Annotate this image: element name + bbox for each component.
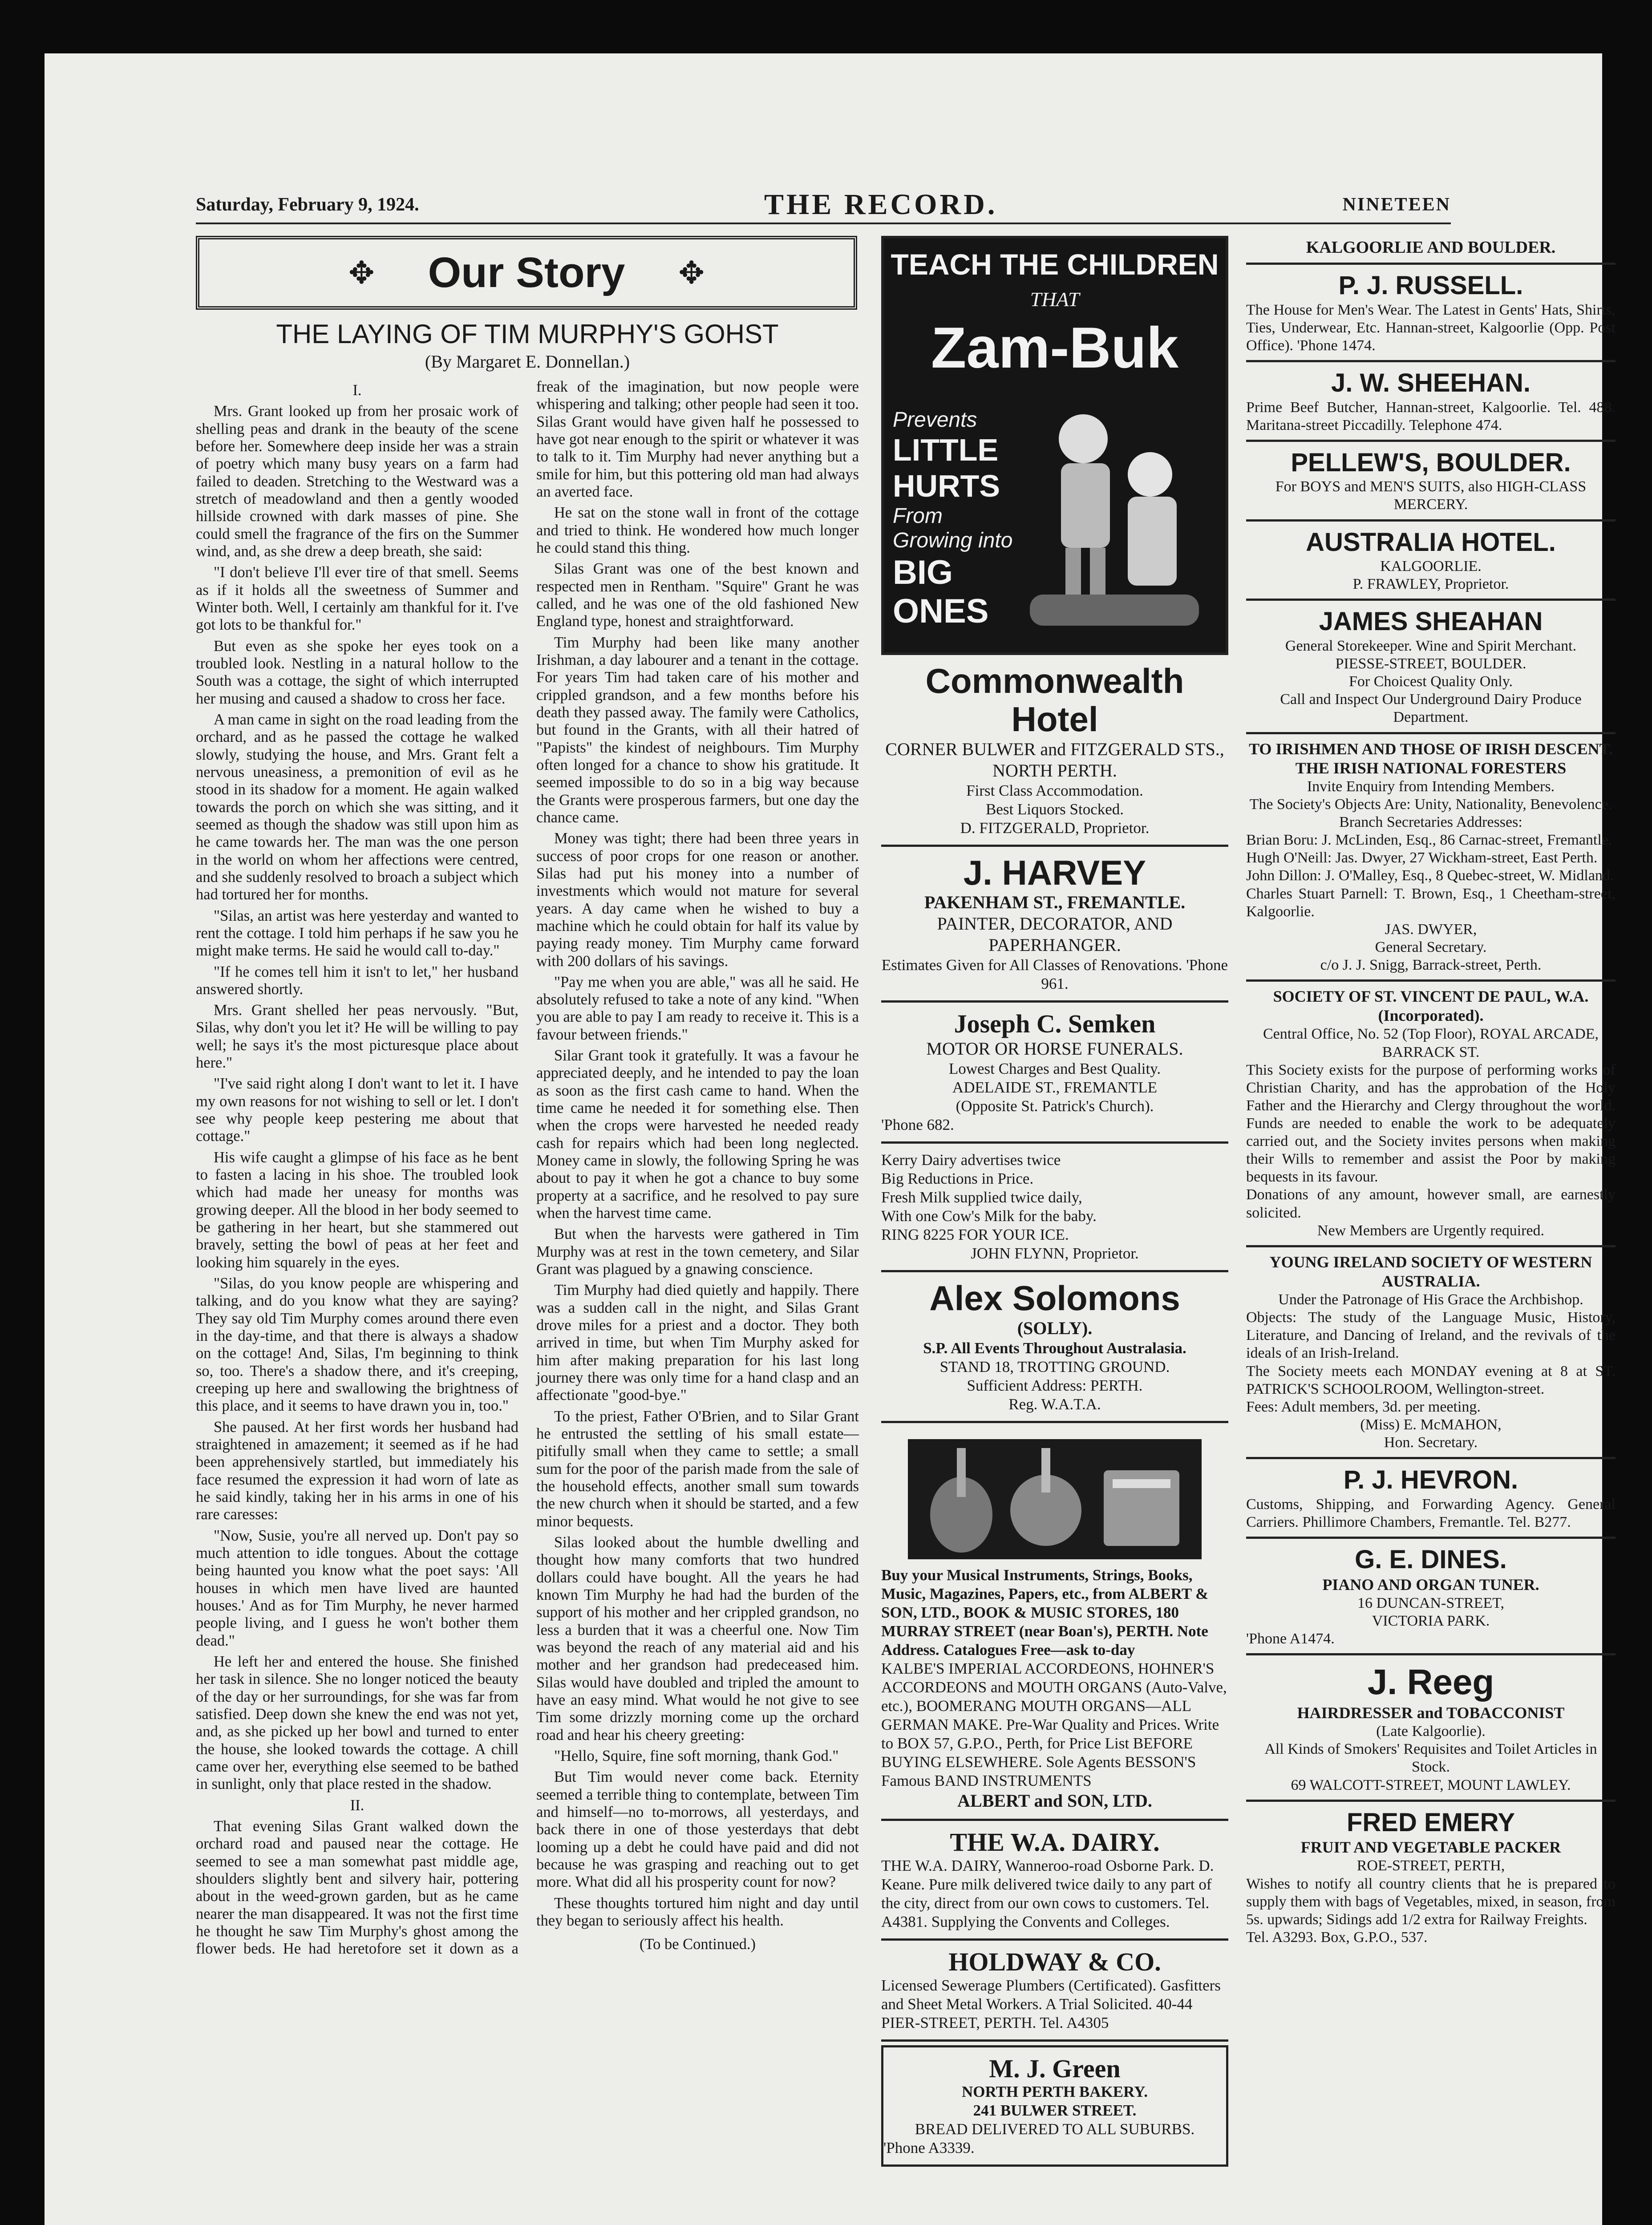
advert-line: FRUIT AND VEGETABLE PACKER bbox=[1300, 1838, 1561, 1857]
story-paragraph: A man came in sight on the road leading from the orchard, and as he passed the cottage he walked slowly, studying the house, and Mrs. Grant felt a nervous uneasiness, a premonition of evil as he stood in its shadow for a moment. He again walked towards the porch on which she was sitting, and it seemed as though the shadow was still upon him as he came towards her. The man was the one person in the world on whom her affections were centred, and she suddenly resolved to broach a subject which had tortured her for months. bbox=[196, 711, 518, 903]
advert-name: HOLDWAY & CO. bbox=[948, 1947, 1161, 1976]
advert-name: J. HARVEY bbox=[963, 853, 1146, 892]
section-number: II. bbox=[350, 1796, 364, 1814]
advert-name: THE W.A. DAIRY. bbox=[950, 1827, 1160, 1857]
australia-hotel-advert bbox=[1246, 522, 1616, 601]
advert-line: 241 BULWER STREET. bbox=[973, 2102, 1137, 2120]
advert-line: Best Liquors Stocked. bbox=[985, 800, 1124, 818]
story-paragraph: These thoughts tortured him night and day until they began to seriously affect his health. bbox=[536, 1894, 859, 1929]
dines-advert bbox=[1246, 1539, 1616, 1655]
holdway-advert bbox=[881, 1941, 1228, 2042]
story-byline: (By Margaret E. Donnellan.) bbox=[425, 352, 630, 372]
story-banner bbox=[196, 236, 857, 310]
story-paragraph: "Silas, do you know people are whispering and talking, and do you know what they are saying? They say old Tim Murphy comes around there even in the day-time, and that there is always a shadow on the cottage! And, Silas, I'm beginning to think so, too. There's a shadow there, and it's creeping, creeping up here and swallowing the brightness of this place, and it seems to have drawn you in, too." bbox=[196, 1275, 518, 1415]
commonwealth-hotel-advert bbox=[881, 655, 1228, 847]
story-paragraph: That evening Silas Grant walked down the orchard road and paused near the cottage. He seemed to see a man somewhat past middle age, shoulders slightly bent and silvery hair, pottering about in the weed-grown garden, but as he came nearer the man disappeared. It was not the first time he thought he saw Tim Murphy's ghost among the flower beds. He had heretofore set it down as a freak of the imagination, but now people were whispering and talking; other people had seen it too. Silas Grant would have given half he possessed to have got near enough to the spirit or whatever it was to talk to it. Tim Murphy had never anything but a smile for him, but this pottering old man had always an averted face. bbox=[196, 378, 859, 1958]
story-paragraph: To the priest, Father O'Brien, and to Silar Grant he entrusted the settling of his small estate—pitifully small when they came to settle; a small sum for the poor of the parish made from the sale of the household effects, another small sum towards the new church when it should be started, and a few minor bequests. bbox=[536, 1408, 859, 1530]
advert-body: KALBE'S IMPERIAL ACCORDEONS, HOHNER'S ACCORDEONS and MOUTH ORGANS (Auto-Valve, etc.), BOOMERANG MOUTH ORGANS—ALL GERMAN MAKE. Pre-War Quality and Prices. Write to BOX 57, G.P.O., Perth, for Price List BEFORE BUYING ELSEWHERE. Sole Agents BESSON'S Famous BAND INSTRUMENTS bbox=[881, 1659, 1227, 1789]
advert-name: Alex Solomons bbox=[929, 1278, 1180, 1318]
page-header bbox=[196, 187, 1451, 224]
story-paragraph: "I don't believe I'll ever tire of that smell. Seems as if it holds all the sweetness of Summer and Winter both. Well, I certainly am thankful for it. I've got lots to be thankful for." bbox=[196, 564, 518, 634]
advert-name: JAMES SHEAHAN bbox=[1319, 607, 1543, 636]
green-bakery-advert bbox=[881, 2045, 1228, 2167]
zambuk-headline: TEACH THE CHILDREN bbox=[891, 248, 1219, 281]
advert-line: STAND 18, TROTTING GROUND. bbox=[939, 1358, 1170, 1375]
young-ireland-advert bbox=[1246, 1247, 1616, 1459]
story-paragraph: "Silas, an artist was here yesterday and wanted to rent the cottage. I told him perhaps if he saw you he might make terms. He said he would call to-day." bbox=[196, 907, 518, 959]
zambuk-brand: Zam-Buk bbox=[931, 315, 1179, 380]
foresters-advert bbox=[1246, 734, 1616, 982]
story-paragraph: He left her and entered the house. She finished her task in silence. She no longer noticed the beauty of the day or her surroundings, for she was far from satisfied. Deep down she knew the end was not yet, and, as she picked up her bowl and turned to enter the house, she looked towards the cottage. A chill came over her, everything else seemed to be bathed in sunlight, only that place rested in the shadow. bbox=[196, 1653, 518, 1793]
advert-line: PIESSE-STREET, BOULDER. bbox=[1335, 655, 1526, 672]
story-paragraph: "Now, Susie, you're all nerved up. Don't pay so much attention to idle tongues. About the cottage being haunted you know what the poet says: 'All houses in which men have lived are haunted houses.' And as for Tim Murphy, he never harmed people living, and I guess he won't bother them dead." bbox=[196, 1527, 518, 1649]
story-paragraph: "I've said right along I don't want to let it. I have my own reasons for not wishing to sell or let. I don't see why people keep pestering me about that cottage." bbox=[196, 1075, 518, 1145]
reeg-advert bbox=[1246, 1655, 1616, 1802]
james-sheahan-advert bbox=[1246, 601, 1616, 734]
advert-phone: 'Phone A1474. bbox=[1246, 1630, 1335, 1647]
advert-name: P. J. HEVRON. bbox=[1343, 1465, 1518, 1495]
advert-line: With one Cow's Milk for the baby. bbox=[881, 1207, 1097, 1225]
secretary-title: Hon. Secretary. bbox=[1384, 1434, 1478, 1451]
zambuk-slogan bbox=[893, 408, 1013, 631]
branch-line: Brian Boru: J. McLinden, Esq., 86 Carnac-street, Fremantle. bbox=[1246, 832, 1612, 849]
advert-line: Objects: The study of the Language Music, History, Literature, and Dancing of Ireland, and the revivals of the ideals of an Irish-Ireland. bbox=[1246, 1309, 1616, 1362]
advert-intro: Buy your Musical Instruments, Strings, Books, Music, Magazines, Papers, etc., from ALBERT & SON, LTD., BOOK & MUSIC STORES, 180 MURRAY STREET (near Boan's), PERTH. Note Address. Catalogues Free—ask to-day bbox=[881, 1566, 1209, 1659]
advert-phone: 'Phone 682. bbox=[881, 1116, 954, 1134]
semken-advert bbox=[881, 1003, 1228, 1144]
advert-heading: TO IRISHMEN AND THOSE OF IRISH DESCENT. bbox=[1249, 740, 1613, 758]
advert-body: Prime Beef Butcher, Hannan-street, Kalgoorlie. Tel. 488. Maritana-street Piccadilly. Telephone 474. bbox=[1246, 399, 1616, 433]
secretary-name: (Miss) E. McMAHON, bbox=[1360, 1416, 1502, 1433]
advert-line: Under the Patronage of His Grace the Archbishop. bbox=[1278, 1291, 1583, 1308]
story-column bbox=[196, 236, 859, 2225]
story-paragraph: Mrs. Grant shelled her peas nervously. "But, Silas, why don't you let it? He will be willing to pay well; he says it's the most picturesque place about here." bbox=[196, 1002, 518, 1072]
advert-body: For BOYS and MEN'S SUITS, also HIGH-CLASS MERCERY. bbox=[1275, 478, 1587, 513]
ornament-icon: ✥ bbox=[678, 256, 705, 291]
advert-address: PAKENHAM ST., FREMANTLE. bbox=[924, 892, 1186, 913]
emery-advert bbox=[1246, 1802, 1616, 1952]
advert-body: The House for Men's Wear. The Latest in Gents' Hats, Shirts, Ties, Underwear, Etc. Hannan-street, Kalgoorlie (Opp. Post Office). 'Phone 1474. bbox=[1246, 301, 1616, 354]
advert-line: KALGOORLIE. bbox=[1380, 558, 1482, 575]
advert-line: Branch Secretaries Addresses: bbox=[1339, 814, 1522, 831]
story-body bbox=[196, 378, 859, 1958]
story-title: THE LAYING OF TIM MURPHY'S GOHST bbox=[276, 319, 779, 349]
slogan-line: Growing into bbox=[893, 529, 1013, 553]
issue-date: Saturday, February 9, 1924. bbox=[196, 194, 419, 215]
middle-ads-column bbox=[881, 236, 1228, 2167]
advert-line: Fresh Milk supplied twice daily, bbox=[881, 1189, 1082, 1206]
wa-dairy-advert bbox=[881, 1821, 1228, 1941]
advert-address: CORNER BULWER and FITZGERALD STS., NORTH PERTH. bbox=[885, 739, 1224, 781]
masthead-title: THE RECORD. bbox=[764, 188, 998, 221]
slogan-line: Prevents bbox=[893, 408, 977, 432]
advert-line: General Storekeeper. Wine and Spirit Merchant. bbox=[1285, 637, 1577, 654]
advert-line: Donations of any amount, however small, are earnestly solicited. bbox=[1246, 1186, 1616, 1221]
advert-name: G. E. DINES. bbox=[1355, 1545, 1507, 1574]
albert-son-advert bbox=[881, 1423, 1228, 1821]
branch-line: Charles Stuart Parnell: T. Brown, Esq., 1 Cheetham-street, Kalgoorlie. bbox=[1246, 885, 1616, 920]
story-paragraph: But Tim would never come back. Eternity seemed a terrible thing to contemplate, between Tim and himself—no to-morrows, all yesterdays, and back there in one of those yesterdays that debt looming up a debt he could have paid and did not because he was grasping and reaching out to get more. What did all his prosperity count for now? bbox=[536, 1768, 859, 1891]
advert-line: (Opposite St. Patrick's Church). bbox=[956, 1097, 1154, 1115]
advert-proprietor: D. FITZGERALD, Proprietor. bbox=[960, 819, 1150, 837]
children-illustration bbox=[1016, 399, 1212, 630]
advert-line: All Kinds of Smokers' Requisites and Toilet Articles in Stock. bbox=[1264, 1741, 1597, 1776]
slogan-line: ONES bbox=[893, 592, 989, 630]
story-banner-title: Our Story bbox=[428, 249, 625, 296]
advert-line: PIANO AND ORGAN TUNER. bbox=[1322, 1575, 1539, 1594]
advert-line: VICTORIA PARK. bbox=[1372, 1612, 1490, 1629]
advert-line: Estimates Given for All Classes of Renovations. 'Phone 961. bbox=[881, 956, 1228, 993]
page-number: NINETEEN bbox=[1342, 194, 1451, 215]
advert-line: For Choicest Quality Only. bbox=[1349, 673, 1513, 690]
advert-proprietor: JOHN FLYNN, Proprietor. bbox=[971, 1245, 1139, 1262]
advert-name: SOCIETY OF ST. VINCENT DE PAUL, W.A. (Incorporated). bbox=[1273, 987, 1589, 1025]
advert-name: FRED EMERY bbox=[1346, 1808, 1515, 1837]
sheehan-advert bbox=[1246, 362, 1616, 442]
slogan-line: HURTS bbox=[893, 468, 1000, 503]
slogan-line: BIG bbox=[893, 553, 953, 591]
advert-line: (SOLLY). bbox=[1017, 1318, 1093, 1338]
secretary-title: General Secretary. bbox=[1375, 939, 1487, 955]
advert-line: The Society meets each MONDAY evening at 8 at ST. PATRICK'S SCHOOLROOM, Wellington-street. bbox=[1246, 1363, 1616, 1397]
to-be-continued: (To be Continued.) bbox=[639, 1936, 756, 1953]
advert-line: BREAD DELIVERED TO ALL SUBURBS. bbox=[915, 2120, 1195, 2138]
russell-advert bbox=[1246, 265, 1616, 362]
advert-phone: 'Phone A3339. bbox=[883, 2139, 975, 2157]
story-paragraph: Silas looked about the humble dwelling and thought how many comforts that two hundred dollars could have bought. All the years he had known Tim Murphy he had had the burden of the support of his mother and her crippled grandson, no less a burden that it was a cheerful one. Now Tim was beyond the reach of any material aid and his mother and her grandson had predeceased him. Silas would have doubled and tripled the amount to have an easy mind. What would he not give to see Tim some drizzly morning come up the orchard road and hear his cheery greeting: bbox=[536, 1534, 859, 1744]
advert-line: RING 8225 FOR YOUR ICE. bbox=[881, 1226, 1069, 1244]
advert-line: ROE-STREET, PERTH, bbox=[1356, 1857, 1505, 1874]
advert-body: Licensed Sewerage Plumbers (Certificated). Gasfitters and Sheet Metal Workers. A Trial Solicited. 40-44 PIER-STREET, PERTH. Tel. A4305 bbox=[881, 1976, 1221, 2031]
zambuk-that: THAT bbox=[1030, 288, 1080, 311]
story-paragraph: Money was tight; there had been three years in success of poor crops for one reason or another. Silas had put his money into a number of investments which would not mature for several years. A day came when he wished to buy a machine which he could obtain for half its value by paying ready money. Tim Murphy came forward with 200 dollars of his savings. bbox=[536, 830, 859, 970]
advert-line: Central Office, No. 52 (Top Floor), ROYAL ARCADE, BARRACK ST. bbox=[1263, 1026, 1599, 1060]
secretary-name: JAS. DWYER, bbox=[1385, 921, 1477, 938]
story-paragraph: Silas Grant was one of the best known and respected men in Rentham. "Squire" Grant he was called, and he was one of the old fashioned New England type, honest and straightforward. bbox=[536, 560, 859, 630]
story-paragraph: Tim Murphy had been like many another Irishman, a day labourer and a tenant in the cottage. For years Tim had taken care of his mother and crippled grandson, and a few months before his death they passed away. The family were Catholics, but found in the Grants, with all their hatred of "Papists" the kindest of neighbours. Tim Murphy often longed for a chance to show his gratitude. It seemed impossible to do so in a big way because the Grants were prosperous farmers, but one day the chance came. bbox=[536, 634, 859, 826]
slogan-line: LITTLE bbox=[893, 433, 999, 468]
advert-name: M. J. Green bbox=[989, 2054, 1121, 2083]
advert-name: Commonwealth Hotel bbox=[925, 661, 1184, 739]
advert-line: (Late Kalgoorlie). bbox=[1376, 1723, 1486, 1740]
story-paragraph: But when the harvests were gathered in Tim Murphy was at rest in the town cemetery, and Silar Grant was plagued by a gnawing conscience. bbox=[536, 1226, 859, 1278]
advert-name: AUSTRALIA HOTEL. bbox=[1306, 527, 1556, 557]
advert-line: NORTH PERTH BAKERY. bbox=[961, 2083, 1148, 2101]
st-vincent-advert bbox=[1246, 982, 1616, 1247]
advert-line: S.P. All Events Throughout Australasia. bbox=[923, 1339, 1186, 1357]
advert-line: The Society's Objects Are: Unity, Nationality, Benevolence. bbox=[1249, 796, 1612, 813]
advert-body: Wishes to notify all country clients that he is prepared to supply them with bags of Vegetables, mixed, in season, from 5s. upwards; Sidings add 1/2 extra for Railway Freights. bbox=[1246, 1875, 1616, 1928]
newspaper-page bbox=[45, 53, 1616, 2225]
story-paragraph: He sat on the stone wall in front of the cottage and tried to think. He wondered how much longer he could stand this thing. bbox=[536, 504, 859, 556]
advert-name: P. J. RUSSELL. bbox=[1338, 271, 1523, 300]
branch-line: John Dillon: J. O'Malley, Esq., 8 Quebec-street, W. Midland. bbox=[1246, 867, 1614, 884]
advert-name: J. W. SHEEHAN. bbox=[1331, 368, 1531, 397]
advert-body: Customs, Shipping, and Forwarding Agency. General Carriers. Phillimore Chambers, Fremantle. Tel. B277. bbox=[1246, 1496, 1616, 1530]
advert-line: Kerry Dairy advertises twice bbox=[881, 1151, 1061, 1169]
advert-firm: ALBERT and SON, LTD. bbox=[957, 1790, 1152, 1811]
hevron-advert bbox=[1246, 1459, 1616, 1539]
story-paragraph: Mrs. Grant looked up from her prosaic work of shelling peas and drank in the beauty of the scene before her. Somewhere deep inside her was a strain of poetry which many busy years on a farm had failed to deaden. Stretching to the Westward was a stretch of meadowland and then a gently wooded hillside crowned with dark masses of pine. She could smell the fragrance of the firs on the Summer wind, and, as she drew a deep breath, she said: bbox=[196, 403, 518, 560]
advert-line: ADELAIDE ST., FREMANTLE bbox=[952, 1079, 1158, 1096]
advert-line: PAINTER, DECORATOR, AND PAPERHANGER. bbox=[937, 914, 1173, 955]
section-heading: KALGOORLIE AND BOULDER. bbox=[1246, 236, 1616, 265]
advert-line: Invite Enquiry from Intending Members. bbox=[1307, 778, 1555, 795]
advert-line: Sufficient Address: PERTH. bbox=[967, 1376, 1143, 1394]
advert-line: First Class Accommodation. bbox=[966, 781, 1143, 799]
advert-line: 16 DUNCAN-STREET, bbox=[1357, 1594, 1504, 1611]
story-paragraph: "Pay me when you are able," was all he said. He absolutely refused to take a note of any kind. "When you are able to pay I am ready to receive it. This is a favour between friends." bbox=[536, 973, 859, 1043]
advert-line: P. FRAWLEY, Proprietor. bbox=[1352, 576, 1509, 593]
advert-line: MOTOR OR HORSE FUNERALS. bbox=[926, 1039, 1183, 1059]
advert-name: YOUNG IRELAND SOCIETY OF WESTERN AUSTRALIA. bbox=[1269, 1253, 1592, 1290]
story-paragraph: Silar Grant took it gratefully. It was a favour he appreciated deeply, and he intended to pay the loan as soon as the first cash came to hand. When the time came he needed it for something else. Then when the crops were harvested he needed ready cash for repairs which had been long neglected. Money came in slowly, the following Spring he was about to pay it when he got a chance to buy some property at a sacrifice, and he resolved to pay sure when the harvest time came. bbox=[536, 1047, 859, 1222]
advert-line: Tel. A3293. Box, G.P.O., 537. bbox=[1246, 1929, 1428, 1946]
kerry-dairy-advert bbox=[881, 1144, 1228, 1272]
right-ads-column bbox=[1246, 236, 1616, 1952]
advert-line: New Members are Urgently required. bbox=[1317, 1222, 1545, 1239]
story-paragraph: "Hello, Squire, fine soft morning, thank God." bbox=[554, 1747, 839, 1764]
story-paragraph: "If he comes tell him it isn't to let," her husband answered shortly. bbox=[196, 963, 518, 998]
story-paragraph: She paused. At her first words her husband had straightened in amazement; it seemed as if he had been apprehensively startled, but immediately his face resumed the expression it had worn of late as he said kindly, taking her in his arms in one of his rare caresses: bbox=[196, 1418, 518, 1523]
section-number: I. bbox=[352, 382, 362, 399]
advert-body: This Society exists for the purpose of performing works of Christian Charity, and has the approbation of the Holy Father and the Hierarchy and Clergy throughout the world. Funds are needed to enable the work to be adequately carried out, and the Society invites persons when making their Wills to remember and assist the Poor by making bequests in its favour. bbox=[1246, 1061, 1616, 1185]
advert-line: 69 WALCOTT-STREET, MOUNT LAWLEY. bbox=[1291, 1776, 1571, 1793]
zambuk-advert bbox=[881, 236, 1228, 655]
pellew-advert bbox=[1246, 442, 1616, 522]
solomons-advert bbox=[881, 1272, 1228, 1423]
advert-line: Reg. W.A.T.A. bbox=[1008, 1395, 1101, 1413]
advert-line: HAIRDRESSER and TOBACCONIST bbox=[1297, 1704, 1565, 1722]
advert-body: THE W.A. DAIRY, Wanneroo-road Osborne Park. D. Keane. Pure milk delivered twice daily to any part of the city, direct from our own cows to customers. Tel. A4381. Supplying the Convents and Colleges. bbox=[881, 1857, 1214, 1930]
advert-line: Call and Inspect Our Underground Dairy Produce Department. bbox=[1280, 691, 1582, 726]
branch-line: Hugh O'Neill: Jas. Dwyer, 27 Wickham-street, East Perth. bbox=[1246, 850, 1598, 866]
advert-name: J. Reeg bbox=[1367, 1662, 1494, 1702]
ornament-icon: ✥ bbox=[348, 256, 375, 291]
story-paragraph: But even as she spoke her eyes took on a troubled look. Nestling in a natural hollow to the South was a cottage, the sight of which interrupted her musing and caused a shadow to cross her face. bbox=[196, 637, 518, 707]
advert-line: Lowest Charges and Best Quality. bbox=[948, 1060, 1161, 1078]
advert-name: THE IRISH NATIONAL FORESTERS bbox=[1295, 759, 1567, 777]
instruments-illustration bbox=[881, 1430, 1228, 1564]
advert-line: Fees: Adult members, 3d. per meeting. bbox=[1246, 1398, 1481, 1415]
harvey-advert bbox=[881, 847, 1228, 1003]
advert-line: Big Reductions in Price. bbox=[881, 1170, 1034, 1188]
story-paragraph: Tim Murphy had died quietly and happily. There was a sudden call in the night, and Silas Grant drove miles for a priest and a doctor. They both arrived in time, but when Tim Murphy asked for him after making preparation for his last long journey there was only time for a hand clasp and an affectionate "good-bye." bbox=[536, 1282, 859, 1404]
advert-name: Joseph C. Semken bbox=[954, 1009, 1156, 1039]
slogan-line: From bbox=[893, 504, 943, 528]
secretary-address: c/o J. J. Snigg, Barrack-street, Perth. bbox=[1320, 956, 1542, 973]
advert-name: PELLEW'S, BOULDER. bbox=[1291, 448, 1571, 477]
story-paragraph: His wife caught a glimpse of his face as he bent to fasten a lacing in his shoe. The troubled look which had made her uneasy for months was growing deeper. All the blood in her body seemed to be gathering in her heart, but she stammered out bravely, setting the bowl of peas at her feet and looking him squarely in the eyes. bbox=[196, 1149, 518, 1271]
